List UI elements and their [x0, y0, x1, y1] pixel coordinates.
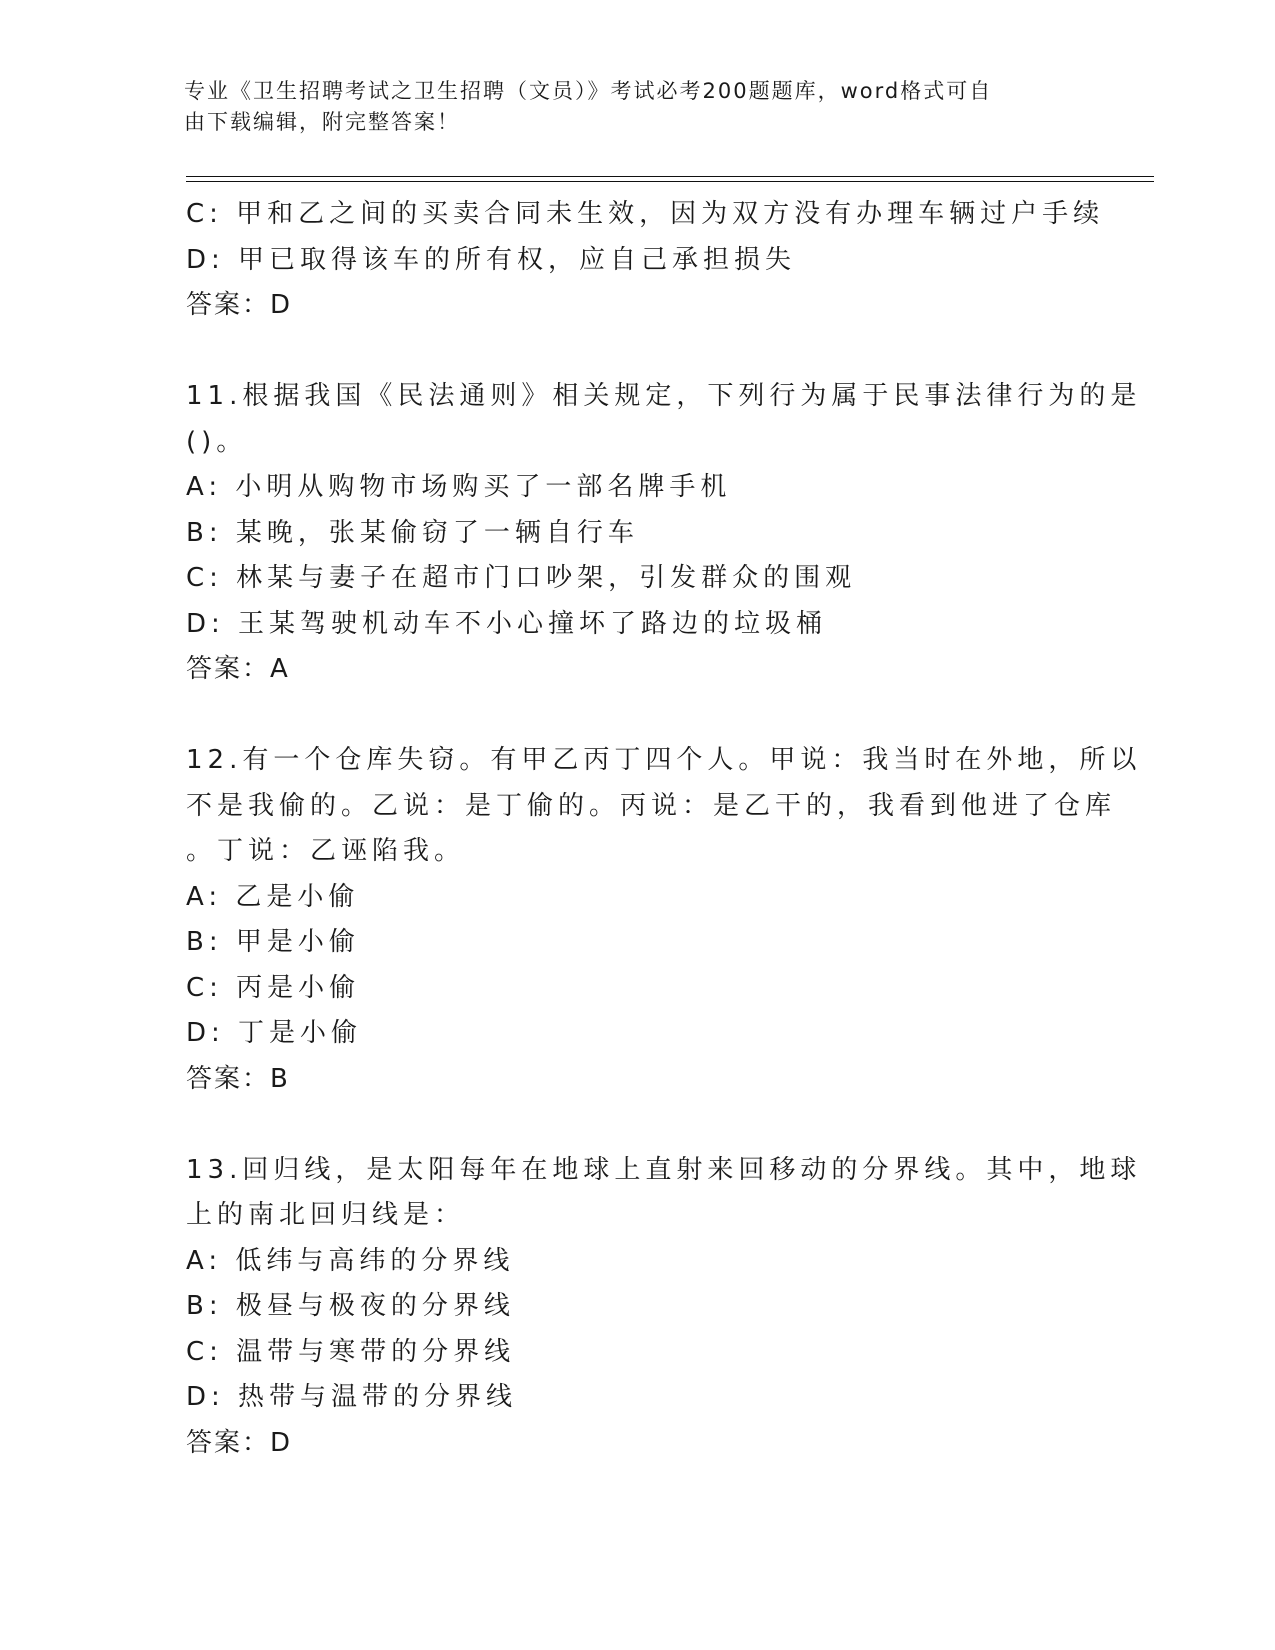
option-b: B: 甲是小偷: [186, 927, 360, 957]
answer-line: 答案：A: [186, 654, 290, 684]
option-a: A: 小明从购物市场购买了一部名牌手机: [186, 472, 732, 502]
answer-line: 答案：D: [186, 290, 293, 320]
option-d: D: 丁是小偷: [186, 1018, 363, 1048]
question-stem-line: 上的南北回归线是：: [186, 1200, 466, 1230]
header-divider-top: [186, 176, 1154, 177]
question-stem-line: 12.有一个仓库失窃。有甲乙丙丁四个人。甲说：我当时在外地，所以: [186, 745, 1142, 775]
question-list: [186, 192, 1142, 1466]
spacer: [186, 1102, 1066, 1148]
question-stem-line: ()。: [186, 426, 248, 457]
option-c: C: 林某与妻子在超市门口吵架，引发群众的围观: [186, 563, 857, 593]
question-stem-line: 不是我偷的。乙说：是丁偷的。丙说：是乙干的，我看到他进了仓库: [186, 790, 1117, 821]
answer-line: 答案：B: [186, 1063, 290, 1094]
question-block-12: [186, 738, 1142, 1102]
option-a: A: 乙是小偷: [186, 881, 360, 912]
option-c: C: 丙是小偷: [186, 972, 361, 1003]
question-block-11: [186, 374, 1142, 693]
spacer: [186, 693, 1066, 739]
option-a: A: 低纬与高纬的分界线: [186, 1245, 515, 1276]
document-header: [184, 76, 1064, 138]
question-stem-line: 13.回归线，是太阳每年在地球上直射来回移动的分界线。其中，地球: [186, 1154, 1142, 1185]
option-d: D: 甲已取得该车的所有权，应自己承担损失: [186, 244, 797, 275]
question-stem-line: 11.根据我国《民法通则》相关规定，下列行为属于民事法律行为的是: [186, 381, 1142, 411]
header-divider-bottom: [186, 181, 1154, 182]
option-c: C: 温带与寒带的分界线: [186, 1336, 516, 1367]
option-b: B: 某晚，张某偷窃了一辆自行车: [186, 517, 639, 548]
option-d: D: 王某驾驶机动车不小心撞坏了路边的垃圾桶: [186, 608, 828, 639]
answer-line: 答案：D: [186, 1427, 293, 1458]
option-c: C: 甲和乙之间的买卖合同未生效，因为双方没有办理车辆过户手续: [186, 199, 1105, 229]
carryover-question-block: [186, 192, 1105, 329]
header-line-1: 专业《卫生招聘考试之卫生招聘（文员）》考试必考200题题库，word格式可自: [184, 79, 993, 103]
option-d: D: 热带与温带的分界线: [186, 1382, 518, 1412]
question-stem-line: 。丁说：乙诬陷我。: [186, 836, 466, 866]
question-block-13: [186, 1148, 1142, 1467]
header-line-2: 由下载编辑，附完整答案！: [184, 110, 460, 134]
option-b: B: 极昼与极夜的分界线: [186, 1291, 515, 1321]
spacer: [186, 329, 1066, 375]
